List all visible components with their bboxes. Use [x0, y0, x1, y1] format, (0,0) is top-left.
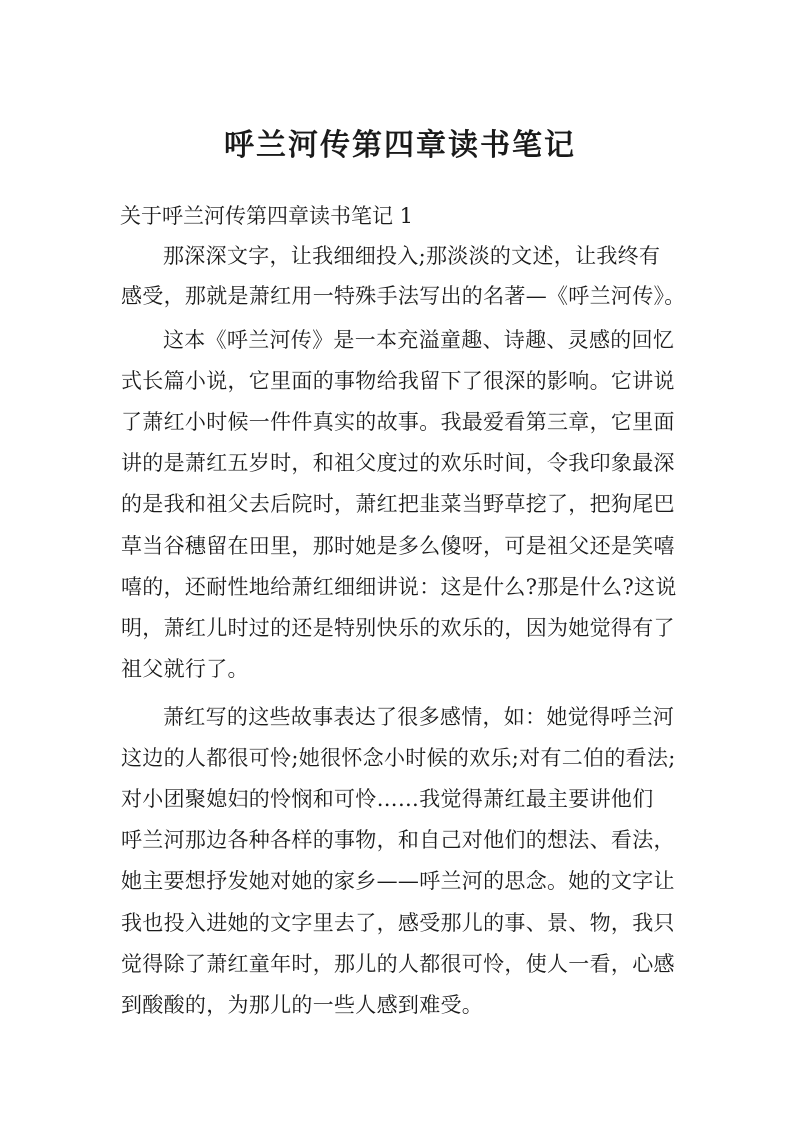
- text-line: 的是我和祖父去后院时，萧红把韭菜当野草挖了，把狗尾巴: [121, 492, 675, 516]
- text-line: 呼兰河那边各种各样的事物，和自己对他们的想法、看法，: [121, 828, 675, 852]
- text-line: 这本《呼兰河传》是一本充溢童趣、诗趣、灵感的回忆: [163, 328, 675, 352]
- text-line: 了萧红小时候一件件真实的故事。我最爱看第三章，它里面: [121, 410, 675, 434]
- text-line: 那深深文字，让我细细投入;那淡淡的文述，让我终有: [163, 244, 661, 268]
- text-line: 萧红写的这些故事表达了很多感情，如：她觉得呼兰河: [163, 705, 675, 729]
- text-line: 到酸酸的，为那儿的一些人感到难受。: [121, 993, 484, 1017]
- text-line: 祖父就行了。: [121, 657, 249, 681]
- text-line: 感受，那就是萧红用一特殊手法写出的名著—《呼兰河传》。: [121, 284, 686, 308]
- page-title: 呼兰河传第四章读书笔记: [224, 128, 576, 163]
- section-heading: 关于呼兰河传第四章读书笔记 1: [120, 204, 414, 228]
- text-line: 草当谷穗留在田里，那时她是多么傻呀，可是祖父还是笑嘻: [121, 534, 675, 558]
- text-line: 明，萧红儿时过的还是特别快乐的欢乐的，因为她觉得有了: [121, 616, 675, 640]
- text-line: 式长篇小说，它里面的事物给我留下了很深的影响。它讲说: [121, 369, 675, 393]
- text-line: 嘻的，还耐性地给萧红细细讲说：这是什么?那是什么?这说: [121, 575, 677, 599]
- text-line: 这边的人都很可怜;她很怀念小时候的欢乐;对有二伯的看法;: [121, 746, 676, 770]
- text-line: 我也投入进她的文字里去了，感受那儿的事、景、物，我只: [121, 911, 675, 935]
- text-line: 觉得除了萧红童年时，那儿的人都很可怜，使人一看，心感: [121, 952, 675, 976]
- text-line: 对小团聚媳妇的怜悯和可怜……我觉得萧红最主要讲他们: [121, 787, 654, 811]
- text-line: 她主要想抒发她对她的家乡——呼兰河的思念。她的文字让: [121, 869, 675, 893]
- text-line: 讲的是萧红五岁时，和祖父度过的欢乐时间，令我印象最深: [121, 451, 675, 475]
